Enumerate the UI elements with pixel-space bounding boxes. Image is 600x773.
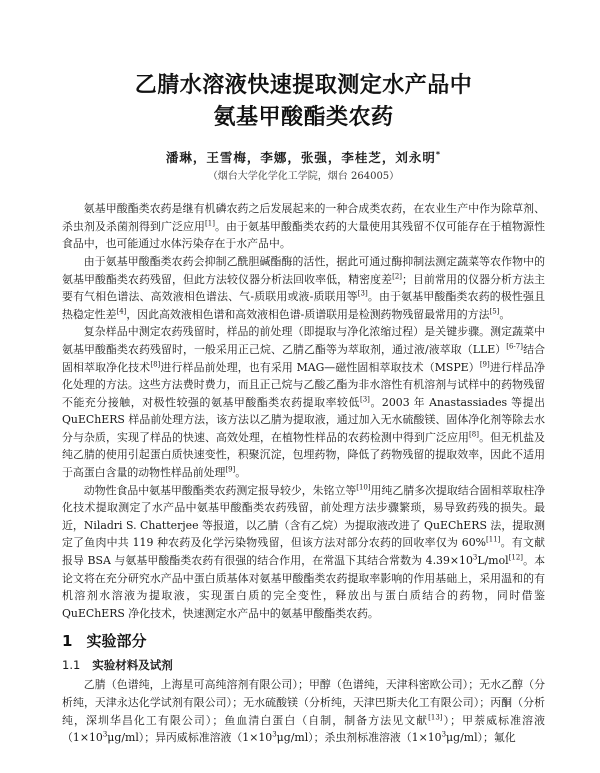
exponent: 3 [441,730,447,739]
citation: [9] [225,465,236,474]
paragraph-text: 由于氨基甲酸酯类农药会抑制乙酰胆碱酯酶的活性，据此可通过酶抑制法测定蔬菜等农作物中的氨基甲酸酯类农药残留，但此方法较仪器分析法回收率低，精密度差 [62,254,545,286]
paragraph-text: ；目前常用的仪器分析方法主要有气相色谱法、高效液相色谱法、气-质联用或液-质联用等 [62,272,545,304]
paragraph-text: 。由于氨基甲酸酯类农药的大量使用其残留不仅可能存在于植物源性食品中，也可能通过水体污染存在于水产品中。 [62,219,545,251]
citation: [4] [116,307,127,316]
paragraph-text: 动物性食品中氨基甲酸酯类农药测定报导较少，朱铭立等 [83,483,357,497]
citation: [9] [479,359,490,368]
section-heading [62,629,545,653]
section-number: 1 [62,632,73,651]
paragraph-text: 。 [235,466,247,480]
paragraph-text: ，因此高效液相色谱和高效液相色谱-质谱联用是检测药物残留最常用的方法 [126,307,490,321]
citation: [11] [486,535,501,544]
citation: [3] [357,289,368,298]
paragraph-text: 乙腈（色谱纯，上海星可高纯溶剂有限公司）；甲醇（色谱纯，天津科密欧公司）；无水乙醇（分析纯，天津永达化学试剂有限公司）；无水硫酸镁（分析纯，天津巴斯夫化工有限公司）；丙酮（分析纯，深圳华昌化工有限公司）；鱼血清白蛋白（自制，制备方法见文献 [62,678,545,727]
paragraph-text: 进行样品净化处理的方法。这些方法费时费力，而且正己烷与乙酸乙酯为非水溶性有机溶剂与试样中的药物残留不能充分接触，对极性较强的氨基甲酸酯类农药提取率较低 [62,360,545,409]
title-line-1: 乙腈水溶液快速提取测定水产品中 [134,73,473,98]
subsection-heading [62,656,545,674]
section-title-text: 实验部分 [86,632,147,651]
paragraph-3 [62,323,545,481]
paragraph-text: ）；甲萘威标准溶液（1×10 [62,713,545,745]
paragraph-text: 结合固相萃取净化技术 [62,342,545,374]
citation: [6-7] [506,342,523,351]
citation: [3] [359,395,370,404]
corresponding-author-mark: * [435,150,442,159]
subsection-number: 1.1 [62,658,81,673]
paragraph-text: 复杂样品中测定农药残留时，样品的前处理（即提取与净化浓缩过程）是关键步骤。测定蔬菜中氨基甲酸酯类农药残留时，一般采用正己烷、乙腈乙酯等为萃取剂，通过液/液萃取（LLE） [62,325,545,356]
citation: [8] [150,359,161,368]
paragraph-text: 。由于氨基甲酸酯类农药的极性强且热稳定性差 [62,290,545,321]
exponent: 3 [272,730,277,739]
citation: [8] [469,430,479,439]
paragraph-1 [62,200,545,253]
materials-paragraph [62,676,545,746]
paragraph-4 [62,482,545,623]
subsection-title-text: 实验材料及试剂 [92,658,173,673]
paragraph-text: μg/ml）；杀虫剂标准溶液（1×10 [276,731,442,745]
paragraph-text: 。 [499,307,511,321]
paragraph-text: 进行样品前处理，也有采用 MAG—磁性固相萃取技术（MSPE） [160,360,480,374]
paragraph-text: 。但无机盐及纯乙腈的使用引起蛋白质快速变性，积聚沉淀，包埋药物，降低了药物残留的提取效率，因此不适用于高蛋白含量的动物性样品前处理 [62,430,545,480]
citation: [1] [205,219,215,228]
exponent: 3 [102,730,108,739]
paragraph-text: 。本论文将在充分研究水产品中蛋白质基体对氨基甲酸酯类农药提取率影响的作用基础上，采用温和的有机溶剂水溶液为提取液，实现蛋白质的完全变性，释放出与蛋白质结合的药物，同时借鉴 QuEChERS 净化技术，快速测定水产品中的氨基甲酸酯类农药。 [62,554,545,620]
affiliation: （烟台大学化学化工学院，烟台 264005） [207,171,400,183]
citation: [5] [489,307,500,316]
introduction [62,200,545,747]
exponent: 3 [472,553,478,562]
authors-text: 潘琳，王雪梅，李娜，张强，李桂芝，刘永明 [165,150,436,166]
paragraph-2 [62,253,545,323]
citation: [10] [356,483,371,492]
paragraph-text: 氨基甲酸酯类农药是继有机磷农药之后发展起来的一种合成类农药，在农业生产中作为除草剂、杀虫剂及杀菌剂得到广泛应用 [62,202,545,233]
citation: [12] [508,553,524,562]
paragraph-text: μg/ml）；异丙威标准溶液（1×10 [107,731,273,745]
paragraph-text: L/mol [477,554,509,568]
title-line-2: 氨基甲酸酯类农药 [213,105,394,130]
paragraph-text: 。2003 年 Anastassiades 等提出 QuEChERS 样品前处理方法，该方法以乙腈为提取液，通过加入无水硫酸镁、固体净化剂等除去水分与杂质，实现了样品的快速、高效处理，在植物性样品的农药检测中得到广泛应用 [62,395,545,444]
citation: [13] [428,712,443,721]
citation: [2] [392,271,403,280]
author-list [62,146,545,167]
paragraph-text: 。有文献报导 BSA 与氨基甲酸酯类农药有很强的结合作用，在常温下其结合常数为 4.39×10 [62,536,545,568]
paragraph-text: 用纯乙腈多次提取结合固相萃取柱净化技术提取测定了水产品中氨基甲酸酯类农药残留，前处理方法步骤繁琐，易导致药残的损失。最近，Niladri S. Chatterjee 等报道，以乙腈（含有乙烷）为提取液改进了 QuEChERS 法，提取测定了鱼肉中共 119 种农药及化学污染物残留，但该方法对部分农药的回收率仅为 60% [62,483,545,550]
paragraph-text: μg/ml）；氟化 [446,731,516,745]
paper-title [62,0,545,134]
